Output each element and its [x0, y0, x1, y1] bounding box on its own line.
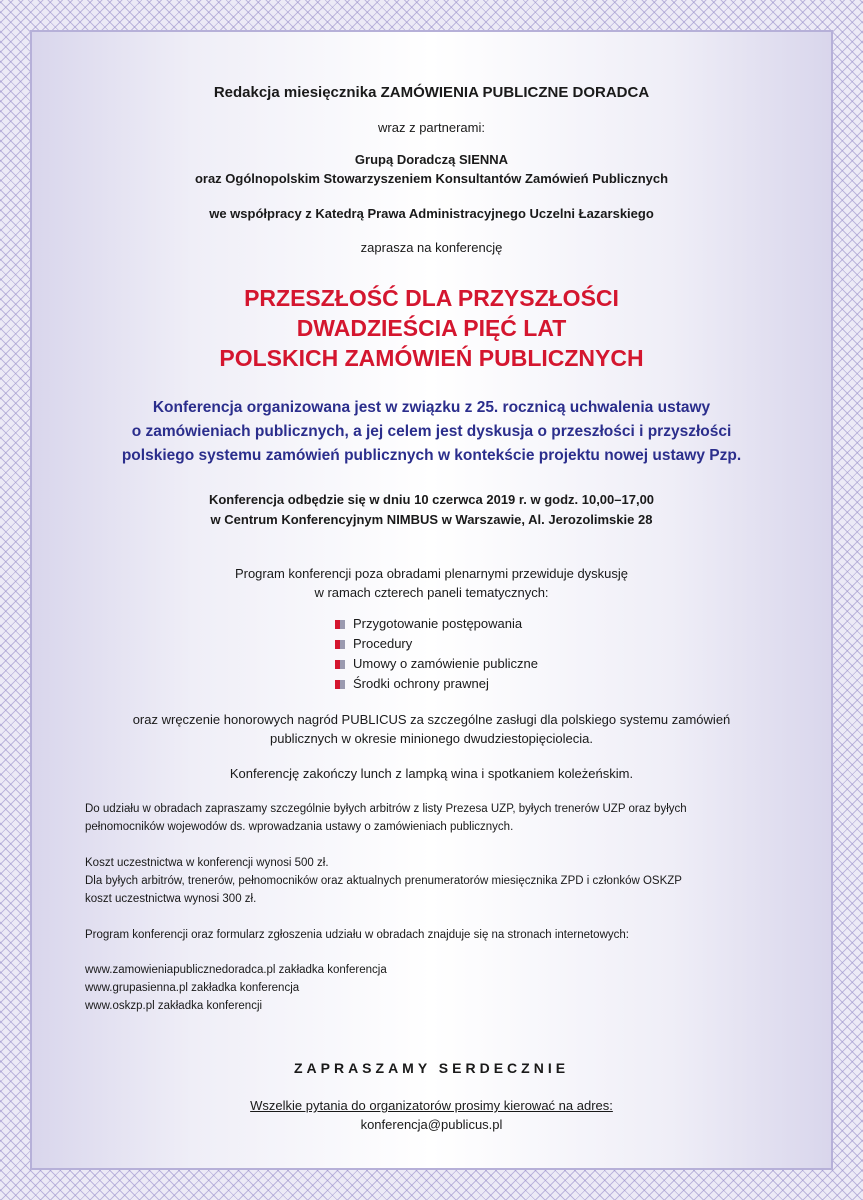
- purpose-line-3: polskiego systemu zamówień publicznych w kontekście projektu nowej ustawy Pzp.: [121, 447, 742, 464]
- bullet-icon: [335, 620, 345, 629]
- partner-sienna: Grupą Doradczą SIENNA: [354, 152, 509, 167]
- panel-label: Procedury: [353, 636, 413, 651]
- panel-label: Przygotowanie postępowania: [353, 616, 523, 631]
- invitees-line-1: Do udziału w obradach zapraszamy szczególnie byłych arbitrów z listy Prezesa UZP, byłych trenerów UZP oraz byłych: [85, 803, 687, 815]
- venue-text: w Centrum Konferencyjnym NIMBUS w Warszawie, Al. Jerozolimskie 28: [210, 512, 653, 527]
- organizer-heading: Redakcja miesięcznika ZAMÓWIENIA PUBLICZNE DORADCA: [213, 84, 650, 101]
- lunch-text: Konferencję zakończy lunch z lampką wina i spotkaniem koleżeńskim.: [229, 766, 634, 781]
- bullet-icon: [335, 640, 345, 649]
- panel-list: [335, 614, 538, 694]
- cost-line-3: koszt uczestnictwa wynosi 300 zł.: [85, 893, 257, 905]
- title-line-3: POLSKICH ZAMÓWIEŃ PUBLICZNYCH: [219, 345, 644, 371]
- list-item: [335, 634, 538, 654]
- bullet-icon: [335, 660, 345, 669]
- cost-line-2: Dla byłych arbitrów, trenerów, pełnomocników oraz aktualnych prenumeratorów miesięcznika ZPD i członków OSKZP: [85, 875, 682, 887]
- program-intro-2: w ramach czterech paneli tematycznych:: [314, 585, 549, 600]
- panel-label: Środki ochrony prawnej: [353, 676, 489, 691]
- title-line-1: PRZESZŁOŚĆ DLA PRZYSZŁOŚCI: [244, 285, 619, 311]
- registration-text: Program konferencji oraz formularz zgłoszenia udziału w obradach znajduje się na stronach internetowych:: [85, 929, 629, 941]
- invitation-content: [30, 30, 833, 1170]
- cooperation-text: we współpracy z Katedrą Prawa Administracyjnego Uczelni Łazarskiego: [209, 206, 654, 221]
- contact-email[interactable]: konferencja@publicus.pl: [360, 1117, 503, 1132]
- program-intro-1: Program konferencji poza obradami plenarnymi przewiduje dyskusję: [234, 566, 629, 581]
- purpose-line-1: Konferencja organizowana jest w związku z 25. rocznicą uchwalenia ustawy: [152, 399, 711, 416]
- link-sienna[interactable]: www.grupasienna.pl zakładka konferencja: [85, 982, 300, 994]
- closing-heading: ZAPRASZAMY SERDECZNIE: [293, 1060, 570, 1076]
- bullet-icon: [335, 680, 345, 689]
- with-partners-text: wraz z partnerami:: [378, 120, 485, 135]
- link-oskzp[interactable]: www.oskzp.pl zakładka konferencji: [85, 1000, 263, 1012]
- invitees-line-2: pełnomocników wojewodów ds. wprowadzania ustawy o zamówieniach publicznych.: [85, 821, 514, 833]
- list-item: [335, 614, 538, 634]
- panel-label: Umowy o zamówienie publiczne: [353, 656, 538, 671]
- link-zpd[interactable]: www.zamowieniapublicznedoradca.pl zakładka konferencja: [85, 964, 387, 976]
- awards-line-1: oraz wręczenie honorowych nagród PUBLICUS za szczególne zasługi dla polskiego systemu zamówień: [132, 712, 731, 727]
- cost-line-1: Koszt uczestnictwa w konferencji wynosi 500 zł.: [85, 857, 329, 869]
- partner-oskzp: oraz Ogólnopolskim Stowarzyszeniem Konsultantów Zamówień Publicznych: [194, 171, 669, 186]
- contact-prompt: Wszelkie pytania do organizatorów prosimy kierować na adres:: [250, 1098, 613, 1113]
- invites-text: zaprasza na konferencję: [360, 240, 503, 255]
- list-item: [335, 654, 538, 674]
- list-item: [335, 674, 538, 694]
- title-line-2: DWADZIEŚCIA PIĘĆ LAT: [296, 315, 567, 341]
- awards-line-2: publicznych w okresie minionego dwudziestopięciolecia.: [269, 731, 593, 746]
- date-time-text: Konferencja odbędzie się w dniu 10 czerwca 2019 r. w godz. 10,00–17,00: [208, 492, 655, 507]
- purpose-line-2: o zamówieniach publicznych, a jej celem jest dyskusja o przeszłości i przyszłości: [131, 423, 732, 440]
